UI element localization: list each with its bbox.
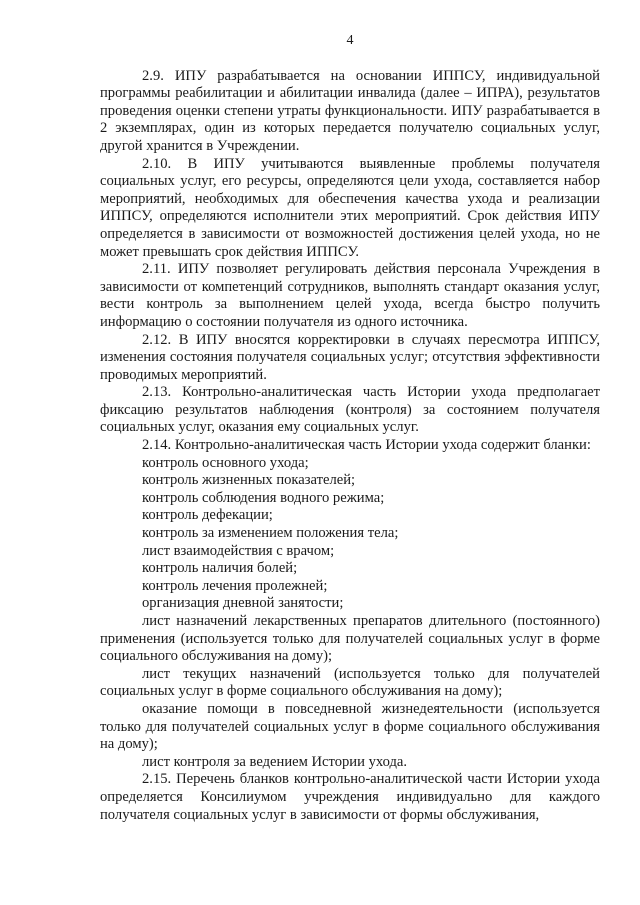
list-item: оказание помощи в повседневной жизнедеятельности (используется только для получателей социальных услуг в форме социального обслуживания на дому); bbox=[100, 700, 600, 753]
list-item: контроль соблюдения водного режима; bbox=[142, 489, 385, 506]
list-item: лист взаимодействия с врачом; bbox=[142, 542, 335, 559]
paragraph-2-9: 2.9. ИПУ разрабатывается на основании ИППСУ, индивидуальной программы реабилитации и абилитации инвалида (далее – ИПРА), результатов проведения оценки степени утраты функциональности. ИПУ разрабатывается в 2 экземплярах, один из которых передается получателю социальных услуг, другой хранится в Учреждении. bbox=[100, 67, 600, 154]
paragraph-2-13: 2.13. Контрольно-аналитическая часть Истории ухода предполагает фиксацию результатов наблюдения (контроля) за состоянием получателя социальных услуг, оказания ему социальных услуг. bbox=[100, 384, 600, 436]
list-item: лист контроля за ведением Истории ухода. bbox=[142, 753, 408, 770]
paragraph-2-14: 2.14. Контрольно-аналитическая часть Истории ухода содержит бланки: bbox=[142, 437, 591, 454]
document-page bbox=[100, 32, 600, 824]
list-item: лист назначений лекарственных препаратов длительного (постоянного) применения (используется только для получателей социальных услуг в форме социального обслуживания на дому); bbox=[100, 613, 600, 665]
paragraph-2-11: 2.11. ИПУ позволяет регулировать действия персонала Учреждения в зависимости от компетенций сотрудников, выполнять стандарт оказания услуг, вести контроль за выполнением целей ухода, всегда быстро получить информацию о состоянии получателя из одного источника. bbox=[100, 261, 600, 330]
page-number: 4 bbox=[346, 33, 354, 48]
paragraph-2-10: 2.10. В ИПУ учитываются выявленные проблемы получателя социальных услуг, его ресурсы, определяются цели ухода, составляется набор мероприятий, необходимых для обеспечения качества ухода и реализации ИППСУ, определяются исполнители этих мероприятий. Срок действия ИПУ определяется в зависимости от возможностей достижения целей ухода, но не может превышать срок действия ИППСУ. bbox=[100, 155, 600, 260]
list-item: контроль наличия болей; bbox=[142, 560, 298, 577]
list-item: контроль за изменением положения тела; bbox=[142, 525, 399, 542]
paragraph-2-12: 2.12. В ИПУ вносятся корректировки в случаях пересмотра ИППСУ, изменения состояния получателя социальных услуг; отсутствия эффективности проводимых мероприятий. bbox=[100, 331, 600, 383]
list-item: организация дневной занятости; bbox=[142, 595, 344, 612]
list-item: лист текущих назначений (используется только для получателей социальных услуг в форме социального обслуживания на дому); bbox=[100, 665, 600, 700]
forms-list bbox=[100, 455, 600, 772]
paragraph-2-15: 2.15. Перечень бланков контрольно-аналитической части Истории ухода определяется Консилиумом учреждения индивидуально для каждого получателя социальных услуг в зависимости от формы обслуживания, bbox=[100, 771, 600, 823]
list-item: контроль основного ухода; bbox=[142, 454, 309, 471]
list-item: контроль лечения пролежней; bbox=[142, 577, 328, 594]
list-item: контроль жизненных показателей; bbox=[142, 472, 356, 489]
list-item: контроль дефекации; bbox=[142, 507, 273, 524]
